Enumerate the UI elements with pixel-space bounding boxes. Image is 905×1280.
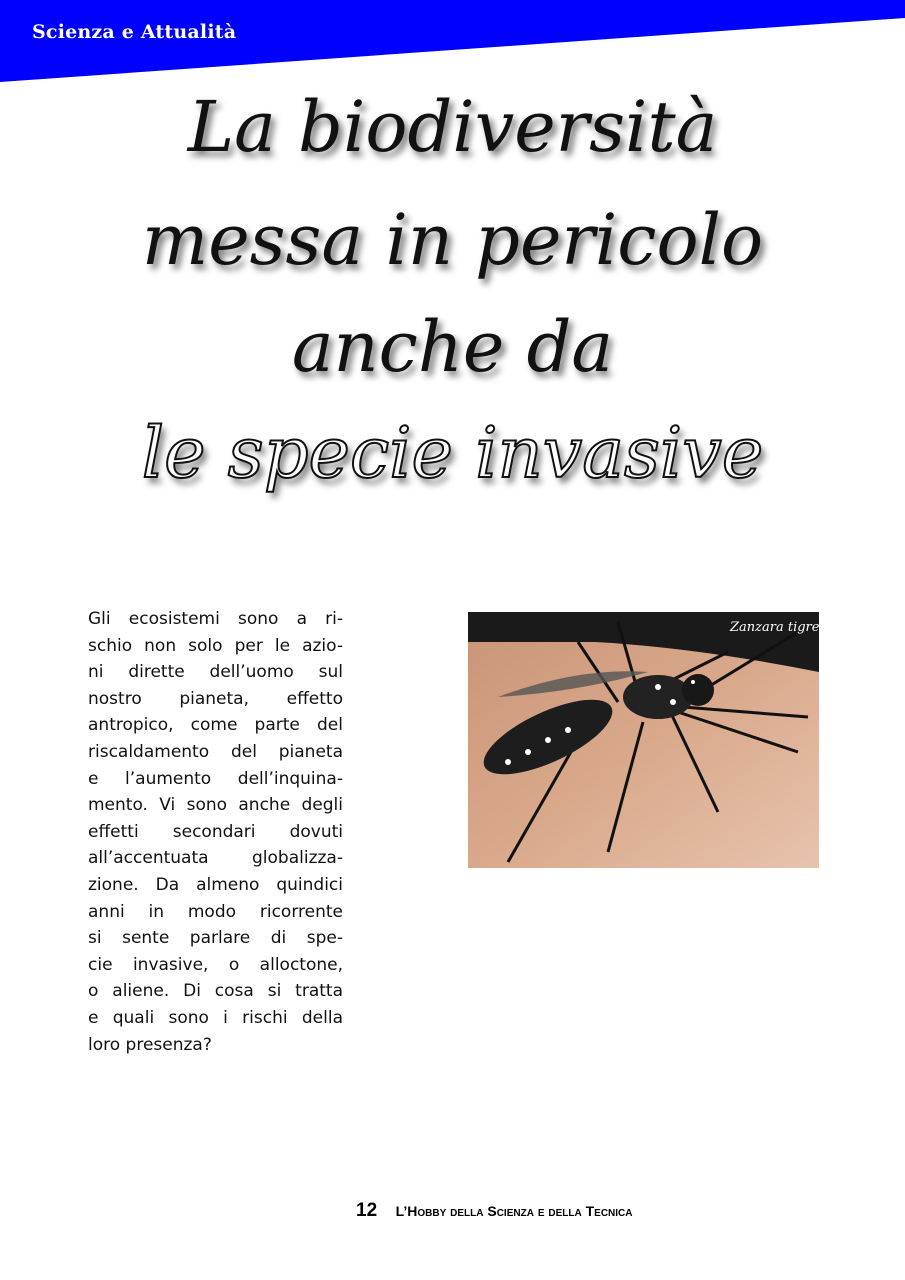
body-line: cie invasive, o alloctone,	[88, 954, 343, 975]
body-line: Gli ecosistemi sono a ri-	[88, 609, 343, 629]
title-line-1: La biodiversità	[187, 86, 718, 168]
body-line: effetti secondari dovuti	[88, 821, 343, 842]
body-line: ni dirette dell’uomo sul	[88, 662, 343, 683]
body-line: zione. Da almeno quindici	[88, 874, 343, 895]
body-line: riscaldamento del pianeta	[88, 741, 343, 762]
body-line: all’accentuata globalizza-	[88, 848, 343, 869]
body-text	[88, 606, 343, 1058]
title-line-2: messa in pericolo	[141, 199, 764, 281]
photo-caption: Zanzara tigre	[730, 620, 820, 635]
magazine-name: L’Hobby della Scienza e della Tecnica	[395, 1203, 633, 1219]
body-line: loro presenza?	[88, 1034, 212, 1055]
header-band	[0, 0, 905, 90]
body-line: e quali sono i rischi della	[88, 1007, 343, 1028]
body-line: o aliene. Di cosa si tratta	[88, 981, 343, 1002]
body-line: anni in modo ricorrente	[88, 901, 343, 922]
body-line: schio non solo per le azio-	[88, 635, 343, 656]
body-line: e l’aumento dell’inquina-	[88, 768, 343, 789]
body-line: antropico, come parte del	[88, 715, 343, 736]
mosquito-photo	[468, 612, 819, 868]
page-number: 12	[356, 1200, 378, 1221]
body-line: mento. Vi sono anche degli	[88, 795, 343, 816]
title-line-4: le specie invasive	[141, 412, 764, 494]
section-label: Scienza e Attualità	[32, 21, 237, 43]
footer	[356, 1200, 633, 1222]
body-line: nostro pianeta, effetto	[88, 688, 343, 709]
body-line: si sente parlare di spe-	[88, 928, 343, 949]
title-line-3: anche da	[291, 306, 614, 388]
